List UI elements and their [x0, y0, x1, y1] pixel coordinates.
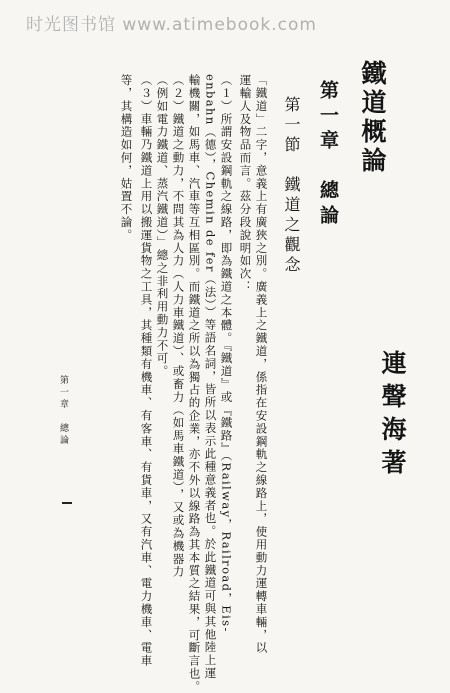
page-number-mark	[62, 502, 72, 504]
body-line-8: （３）車輛乃鐵道上用以搬運貨物之工具，其種類有機車、有客車、有貨車，又有汽車、電力機車、電車	[139, 74, 154, 668]
footer-chapter-label: 第一章 總論	[58, 375, 68, 447]
section-heading: 第一節 鐵道之觀念	[282, 96, 301, 276]
body-line-6: （２）鐵道之動力，不問其為人力（人力車鐵道）、或畜力（如馬車鐵道），又或為機器力	[171, 74, 186, 579]
body-line-7: （例如電力鐵道、蒸汽鐵道）」總之非利用動力不可。	[155, 74, 170, 378]
body-line-2: 運輸人及物品而言。茲分段說明如次：	[238, 74, 253, 294]
book-title: 鐵道概論	[358, 60, 387, 176]
body-line-5: 輸機關，如馬車、汽車等互相區別。而鐵道之所以為獨占的企業，亦不外以線路為其本質之結果，可斷言也。	[187, 74, 202, 693]
chapter-heading: 第一章 總論	[317, 80, 339, 230]
body-line-9: 等，其構造如何，姑置不論。	[119, 74, 134, 242]
watermark: 时光图书馆 www.atimebook.com	[26, 15, 317, 35]
body-line-1: 「鐵道」二字，意義上有廣狹之別。廣義上之鐵道，係指在安設鋼軌之線路上，使用動力運轉車輛，以	[254, 74, 269, 655]
body-line-4: enbahn（德），Chemin de fer（法））等語名詞，皆所以表示此種意義者也。於此鐵道可與其他陸上運	[203, 74, 218, 680]
body-line-3: （１）所謂安設鋼軌之線路，即為鐵道之本體。『鐵道』或『鐵路』（Railway，Railroad，Eis-	[219, 74, 234, 633]
book-author: 連聲海著	[378, 350, 407, 482]
